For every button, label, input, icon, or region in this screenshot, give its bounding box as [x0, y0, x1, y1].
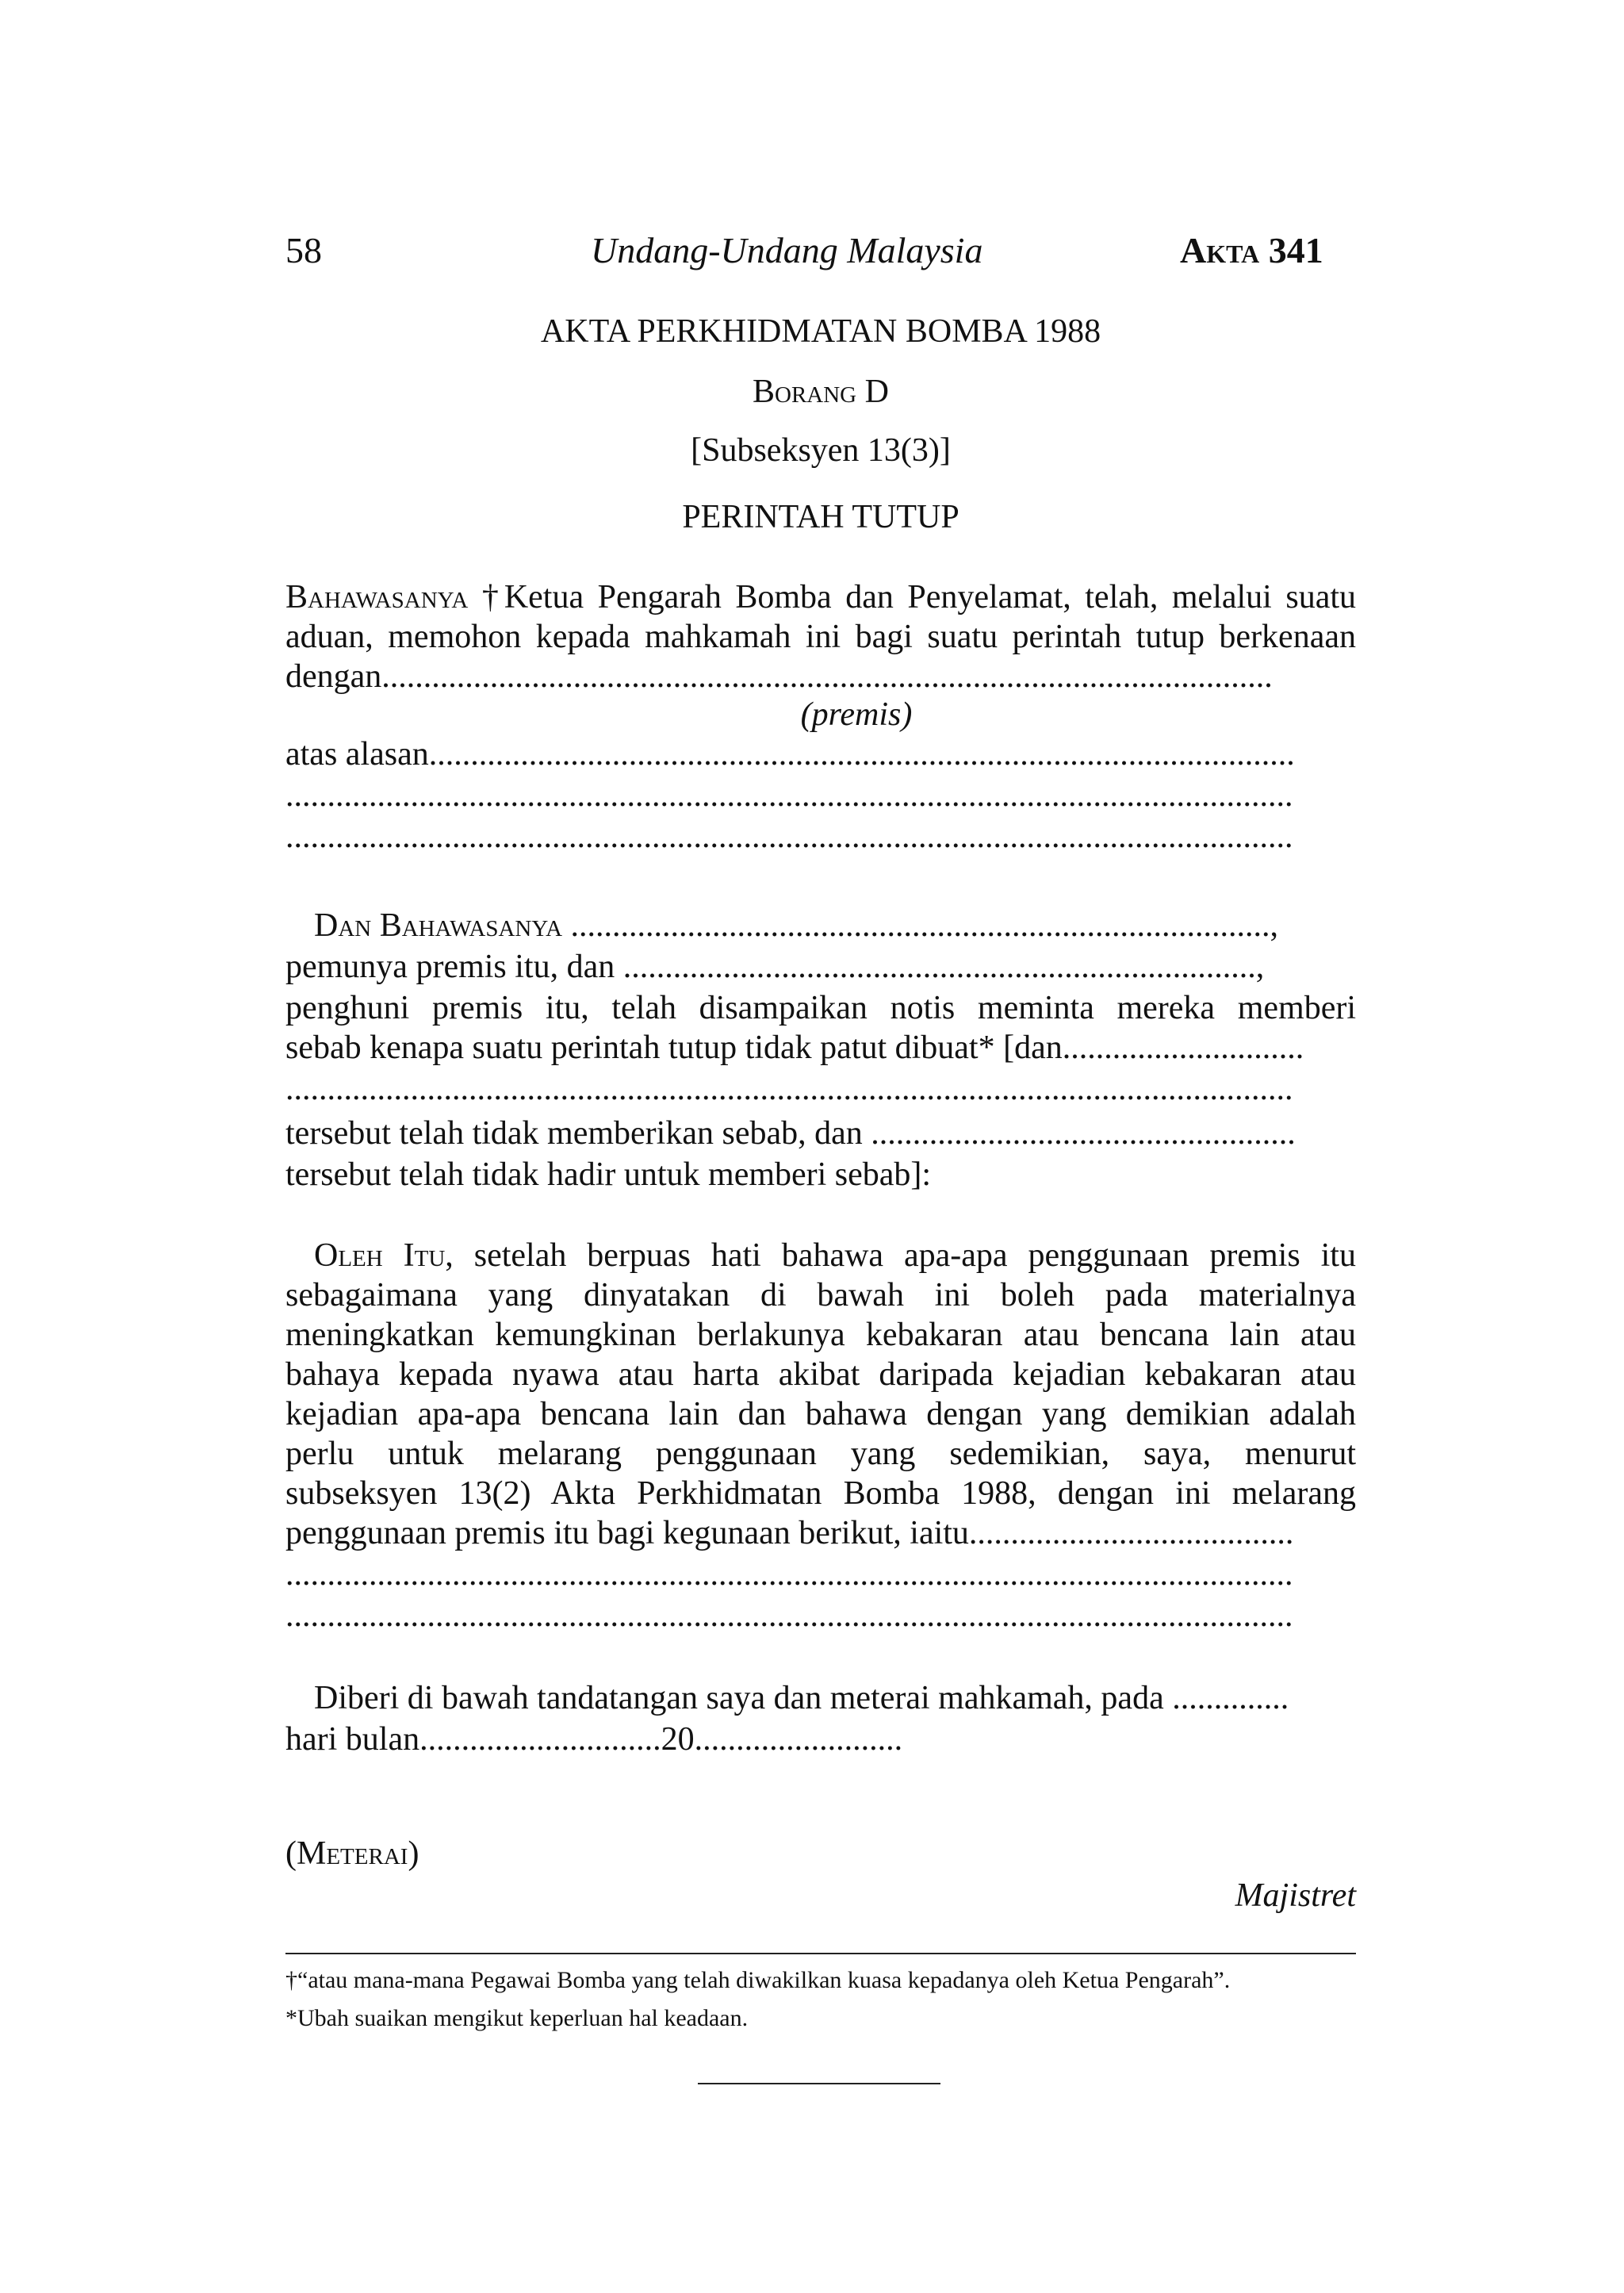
- subsection-reference: [Subseksyen 13(3)]: [691, 432, 951, 469]
- footnote-asterisk: *Ubah suaikan mengikut keperluan hal keadaan.: [285, 2005, 749, 2031]
- paragraph2-line3: penghuni premis itu, telah disampaikan notis meminta mereka memberi: [285, 990, 1356, 1026]
- act-title: AKTA PERKHIDMATAN BOMBA 1988: [540, 313, 1101, 350]
- paragraph2-line1-text: ....................................................................................,: [570, 907, 1279, 944]
- act-label: Akta: [1180, 230, 1260, 270]
- form-word: Borang: [753, 374, 857, 410]
- paragraph3-line10: .........................................................................................................................: [285, 1597, 1293, 1634]
- paragraph3-line1: [314, 1236, 1356, 1275]
- paragraph1-lead: Bahawasanya: [285, 579, 469, 615]
- paragraph1-line1-text: †Ketua Pengarah Bomba dan Penyelamat, telah, melalui suatu: [481, 579, 1356, 615]
- paragraph3-line4: bahaya kepada nyawa atau harta akibat daripada kejadian kebakaran atau: [285, 1356, 1356, 1393]
- paragraph2-line1: [314, 906, 1356, 945]
- order-title: PERINTAH TUTUP: [682, 499, 959, 535]
- paragraph1-line3: dengan...........................................................................................................: [285, 658, 1273, 695]
- paragraph3-line9: .........................................................................................................................: [285, 1556, 1293, 1593]
- paragraph2-line7: tersebut telah tidak hadir untuk memberi sebab]:: [285, 1156, 932, 1193]
- paragraph3-line3: meningkatkan kemungkinan berlakunya kebakaran atau bencana lain atau: [285, 1317, 1356, 1353]
- paragraph3-line8: penggunaan premis itu bagi kegunaan berikut, iaitu.......................................: [285, 1515, 1294, 1551]
- seal-close: ): [408, 1835, 419, 1872]
- paragraph1-line1: [285, 577, 1356, 617]
- seal-word: Meterai: [297, 1835, 408, 1872]
- running-title: Undang-Undang Malaysia: [591, 230, 983, 270]
- seal-open: (: [285, 1835, 297, 1872]
- paragraph4-line1: Diberi di bawah tandatangan saya dan meterai mahkamah, pada ..............: [314, 1680, 1289, 1716]
- paragraph1-line4: atas alasan........................................................................................................: [285, 736, 1295, 773]
- paragraph3-line7: subseksyen 13(2) Akta Perkhidmatan Bomba 1988, dengan ini melarang: [285, 1475, 1356, 1512]
- paragraph4-line2: hari bulan.............................20.........................: [285, 1721, 903, 1758]
- paragraph3-lead: Oleh Itu: [314, 1237, 446, 1274]
- signature-label: Majistret: [1235, 1877, 1356, 1914]
- premis-label: (premis): [800, 696, 913, 733]
- paragraph2-line5: .........................................................................................................................: [285, 1071, 1293, 1107]
- footnote-dagger: †“atau mana-mana Pegawai Bomba yang telah diwakilkan kuasa kepadanya oleh Ketua Pengarah”.: [285, 1967, 1231, 1993]
- act-number-label: [1180, 228, 1323, 273]
- page-number: 58: [285, 230, 322, 270]
- paragraph1-line5: .........................................................................................................................: [285, 777, 1293, 814]
- paragraph2-line6: tersebut telah tidak memberikan sebab, dan ...................................................: [285, 1115, 1296, 1152]
- act-number: 341: [1268, 230, 1323, 270]
- paragraph3-line6: perlu untuk melarang penggunaan yang sedemikian, saya, menurut: [285, 1436, 1356, 1472]
- end-divider: [698, 2083, 940, 2084]
- paragraph1-line6: .........................................................................................................................: [285, 819, 1293, 855]
- paragraph2-line2: pemunya premis itu, dan ............................................................................,: [285, 949, 1265, 985]
- form-title: [285, 371, 1356, 412]
- paragraph3-line2: sebagaimana yang dinyatakan di bawah ini boleh pada materialnya: [285, 1277, 1356, 1313]
- paragraph2-lead: Dan Bahawasanya: [314, 907, 563, 944]
- paragraph3-line1-text: , setelah berpuas hati bahawa apa-apa penggunaan premis itu: [445, 1237, 1356, 1274]
- paragraph3-line5: kejadian apa-apa bencana lain dan bahawa dengan yang demikian adalah: [285, 1396, 1356, 1432]
- paragraph2-line4: sebab kenapa suatu perintah tutup tidak patut dibuat* [dan.............................: [285, 1030, 1304, 1066]
- seal-label: [285, 1834, 1356, 1873]
- paragraph1-line2: aduan, memohon kepada mahkamah ini bagi suatu perintah tutup berkenaan: [285, 619, 1356, 655]
- footnote-divider: [285, 1953, 1356, 1954]
- form-letter: D: [864, 374, 889, 410]
